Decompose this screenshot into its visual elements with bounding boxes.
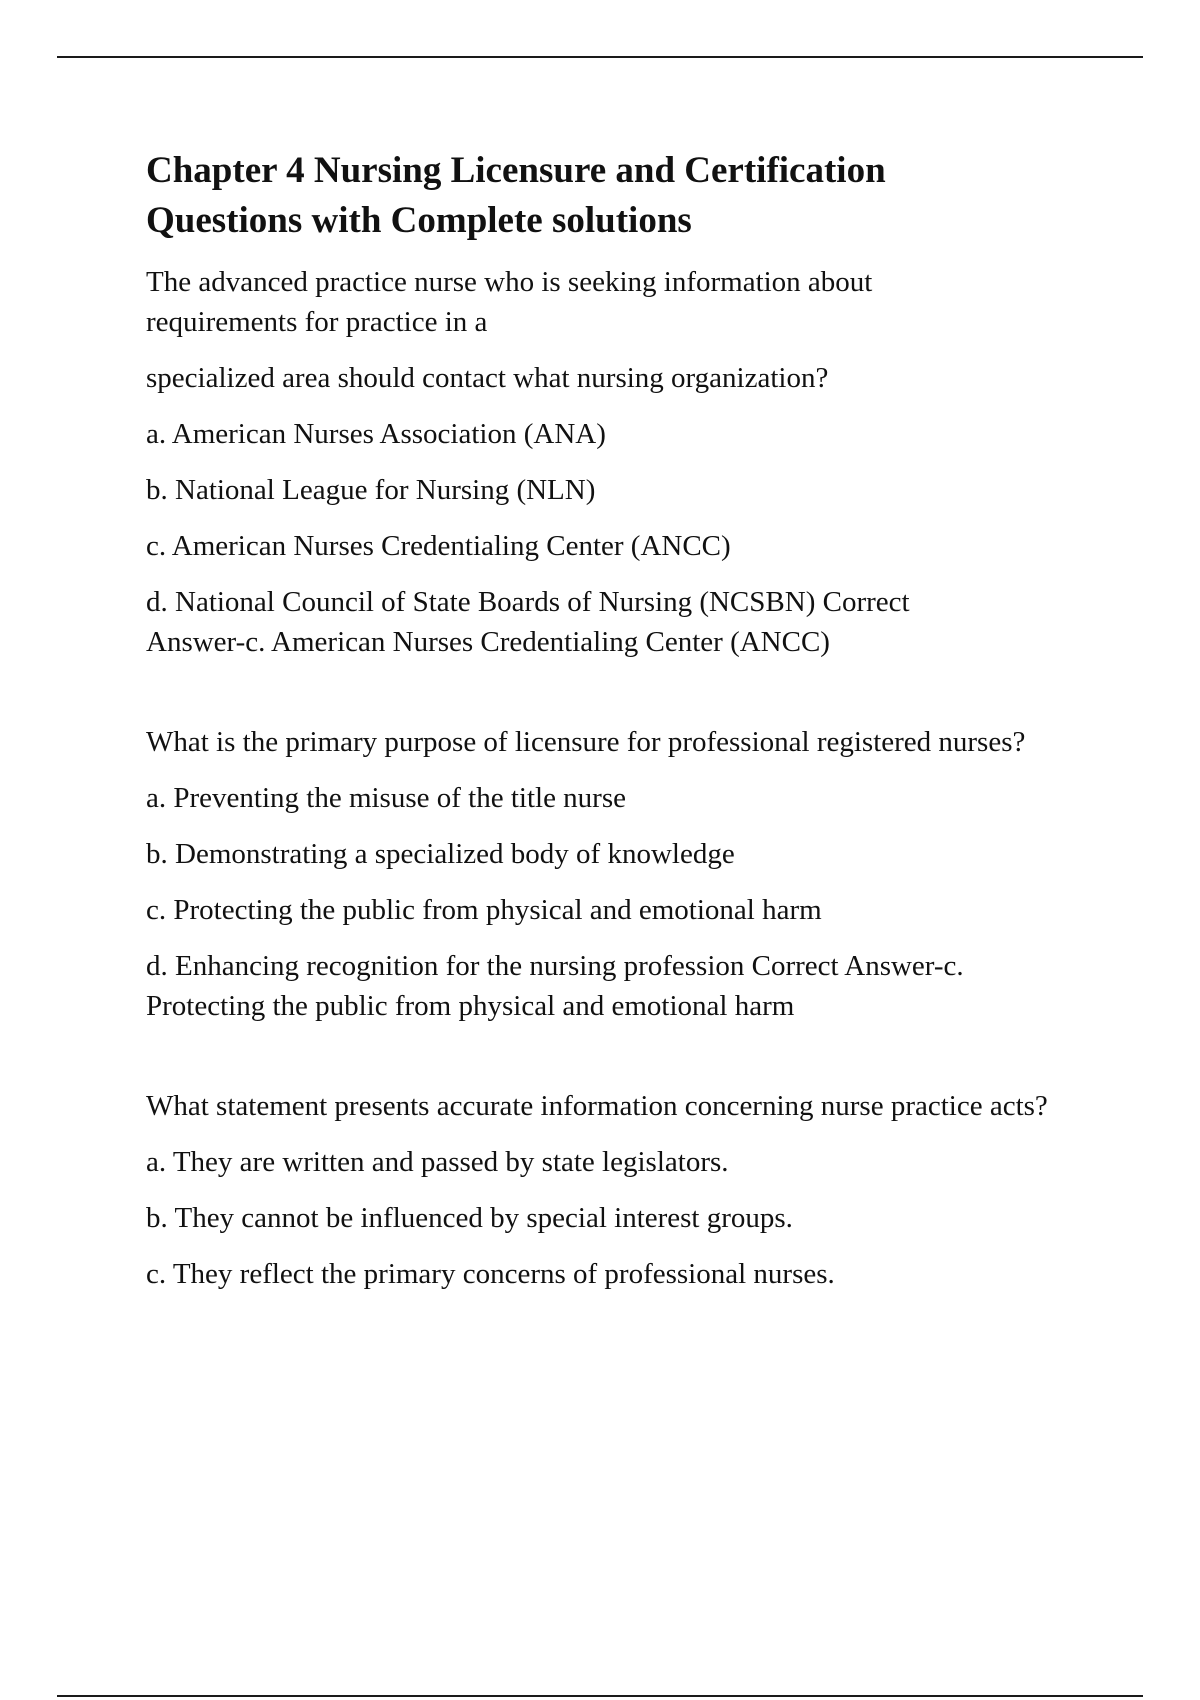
question-1-stem-1: The advanced practice nurse who is seeking information about requirements for practice in a [146,266,873,338]
title-line-1: Chapter 4 Nursing Licensure and Certification [146,150,886,191]
question-1-option-c: c. American Nurses Credentialing Center (ANCC) [146,530,731,562]
question-2-option-d-answer: d. Enhancing recognition for the nursing profession Correct Answer-c. Protecting the public from physical and emotional harm [146,950,964,1022]
question-1-stem-2: specialized area should contact what nursing organization? [146,362,829,394]
question-1-option-b: b. National League for Nursing (NLN) [146,474,596,506]
question-3 [146,1086,1106,1294]
top-rule [57,56,1143,58]
question-2-option-c: c. Protecting the public from physical and emotional harm [146,894,822,926]
question-2 [146,722,1106,1026]
question-2-option-b: b. Demonstrating a specialized body of knowledge [146,838,735,870]
title-line-2: Questions with Complete solutions [146,200,692,241]
document-title [146,146,1106,246]
question-2-option-a: a. Preventing the misuse of the title nurse [146,782,627,814]
question-3-option-b: b. They cannot be influenced by special interest groups. [146,1202,793,1234]
question-1-option-d-answer: d. National Council of State Boards of Nursing (NCSBN) Correct Answer-c. American Nurses Credentialing Center (ANCC) [146,586,910,658]
document-body [146,146,1106,1310]
question-1 [146,262,1106,662]
question-3-option-a: a. They are written and passed by state legislators. [146,1146,729,1178]
bottom-rule [57,1695,1143,1697]
question-3-option-c: c. They reflect the primary concerns of professional nurses. [146,1258,835,1290]
question-2-stem: What is the primary purpose of licensure for professional registered nurses? [146,726,1026,758]
question-3-stem: What statement presents accurate information concerning nurse practice acts? [146,1090,1048,1122]
question-1-option-a: a. American Nurses Association (ANA) [146,418,606,450]
